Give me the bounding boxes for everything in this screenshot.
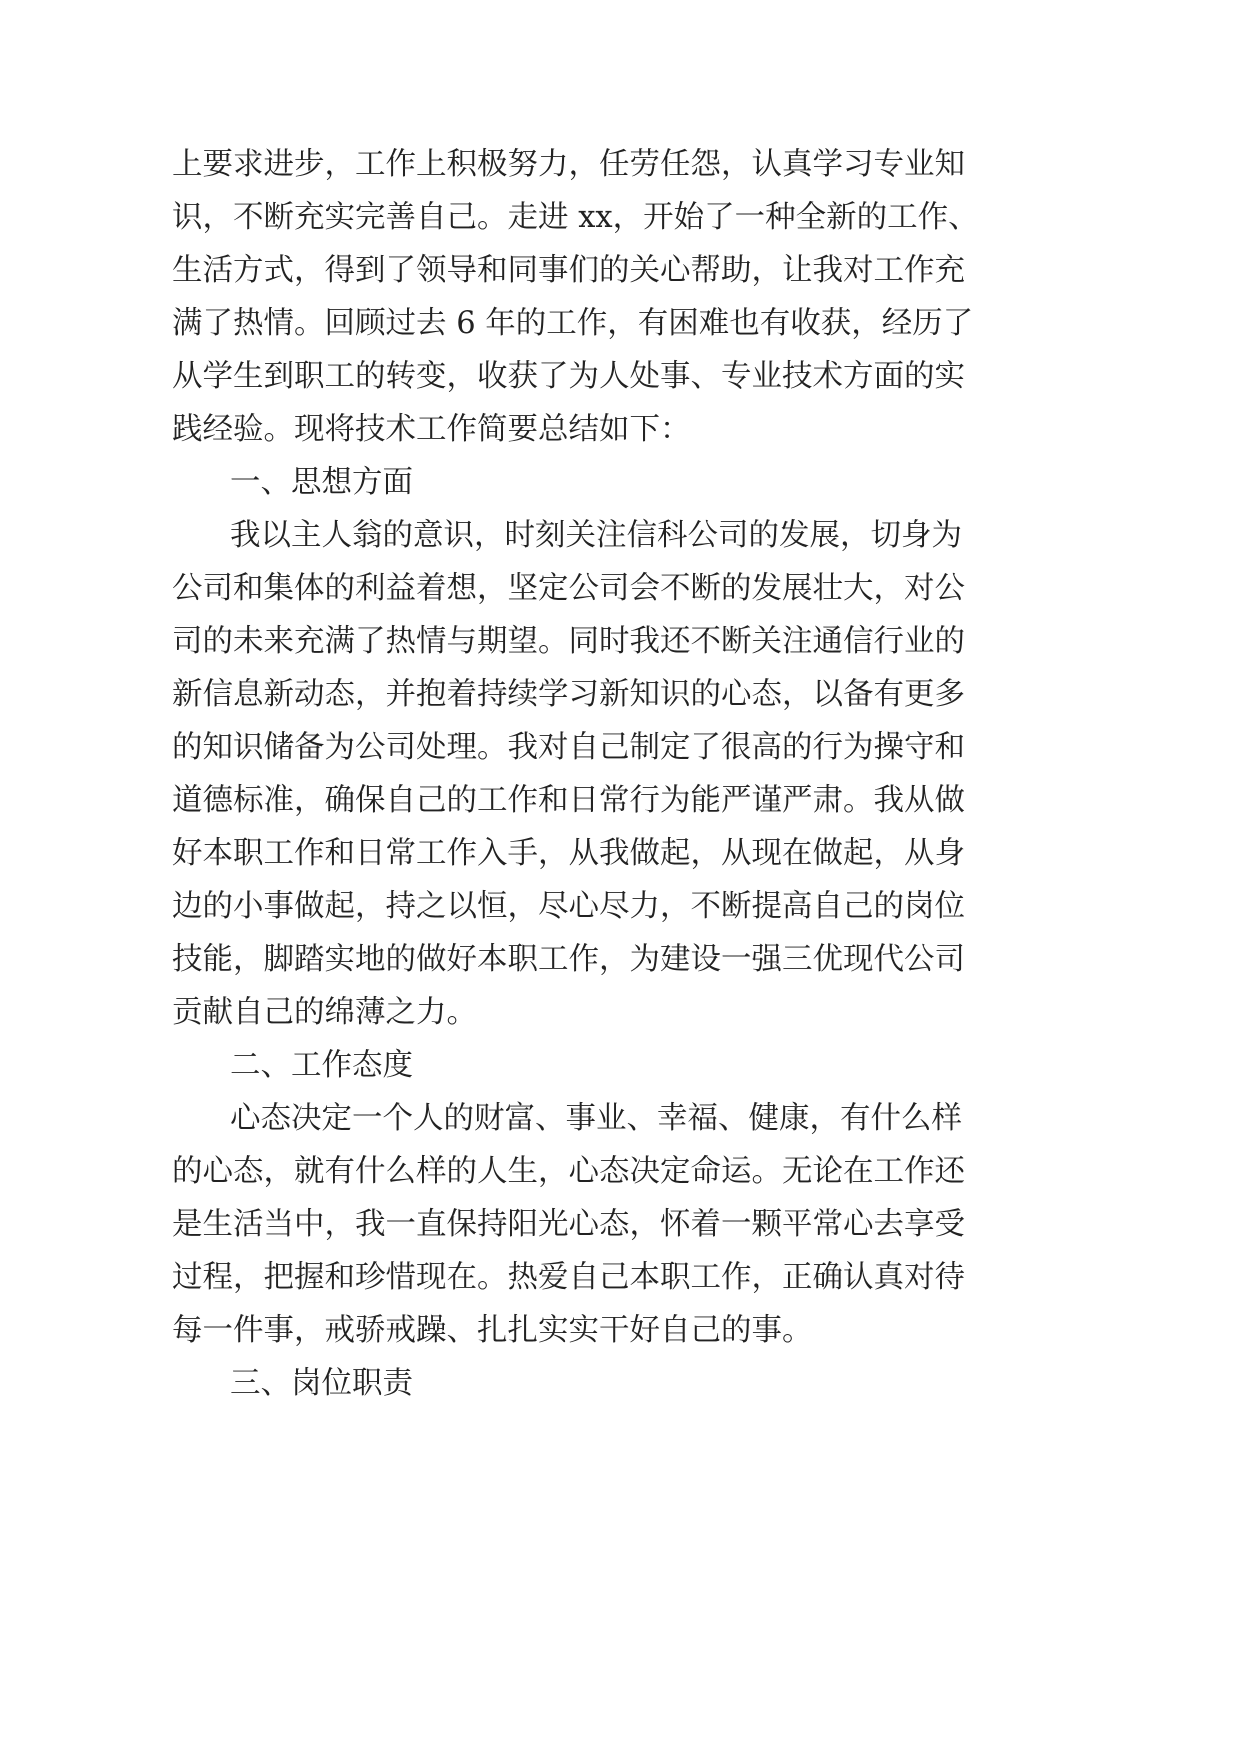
text-line: 边的小事做起，持之以恒，尽心尽力，不断提高自己的岗位: [172, 889, 965, 924]
text-line: 道德标准，确保自己的工作和日常行为能严谨严肃。我从做: [172, 783, 965, 818]
text-line: 公司和集体的利益着想，坚定公司会不断的发展壮大，对公: [172, 571, 965, 606]
text-line: 心态决定一个人的财富、事业、幸福、健康，有什么样: [230, 1101, 962, 1136]
text-line: 的知识储备为公司处理。我对自己制定了很高的行为操守和: [172, 730, 965, 765]
section-heading: 二、工作态度: [230, 1048, 413, 1083]
text-line: 满了热情。回顾过去 6 年的工作，有困难也有收获，经历了: [172, 306, 974, 341]
text-line: 每一件事，戒骄戒躁、扎扎实实干好自己的事。: [172, 1313, 813, 1348]
text-line: 司的未来充满了热情与期望。同时我还不断关注通信行业的: [172, 624, 965, 659]
text-line: 的心态，就有什么样的人生，心态决定命运。无论在工作还: [172, 1154, 965, 1189]
text-line: 技能，脚踏实地的做好本职工作，为建设一强三优现代公司: [172, 942, 965, 977]
text-line: 识，不断充实完善自己。走进 xx，开始了一种全新的工作、: [172, 200, 979, 235]
section-heading: 三、岗位职责: [230, 1366, 413, 1401]
text-line: 新信息新动态，并抱着持续学习新知识的心态，以备有更多: [172, 677, 965, 712]
section-heading: 一、思想方面: [230, 465, 413, 500]
text-line: 生活方式，得到了领导和同事们的关心帮助，让我对工作充: [172, 253, 965, 288]
text-line: 好本职工作和日常工作入手，从我做起，从现在做起，从身: [172, 836, 965, 871]
text-line: 过程，把握和珍惜现在。热爱自己本职工作，正确认真对待: [172, 1260, 965, 1295]
text-line: 践经验。现将技术工作简要总结如下：: [172, 412, 691, 447]
text-line: 是生活当中，我一直保持阳光心态，怀着一颗平常心去享受: [172, 1207, 965, 1242]
text-line: 上要求进步，工作上积极努力，任劳任怨，认真学习专业知: [172, 147, 965, 182]
text-line: 贡献自己的绵薄之力。: [172, 995, 477, 1030]
text-line: 从学生到职工的转变，收获了为人处事、专业技术方面的实: [172, 359, 965, 394]
text-line: 我以主人翁的意识，时刻关注信科公司的发展，切身为: [230, 518, 962, 553]
